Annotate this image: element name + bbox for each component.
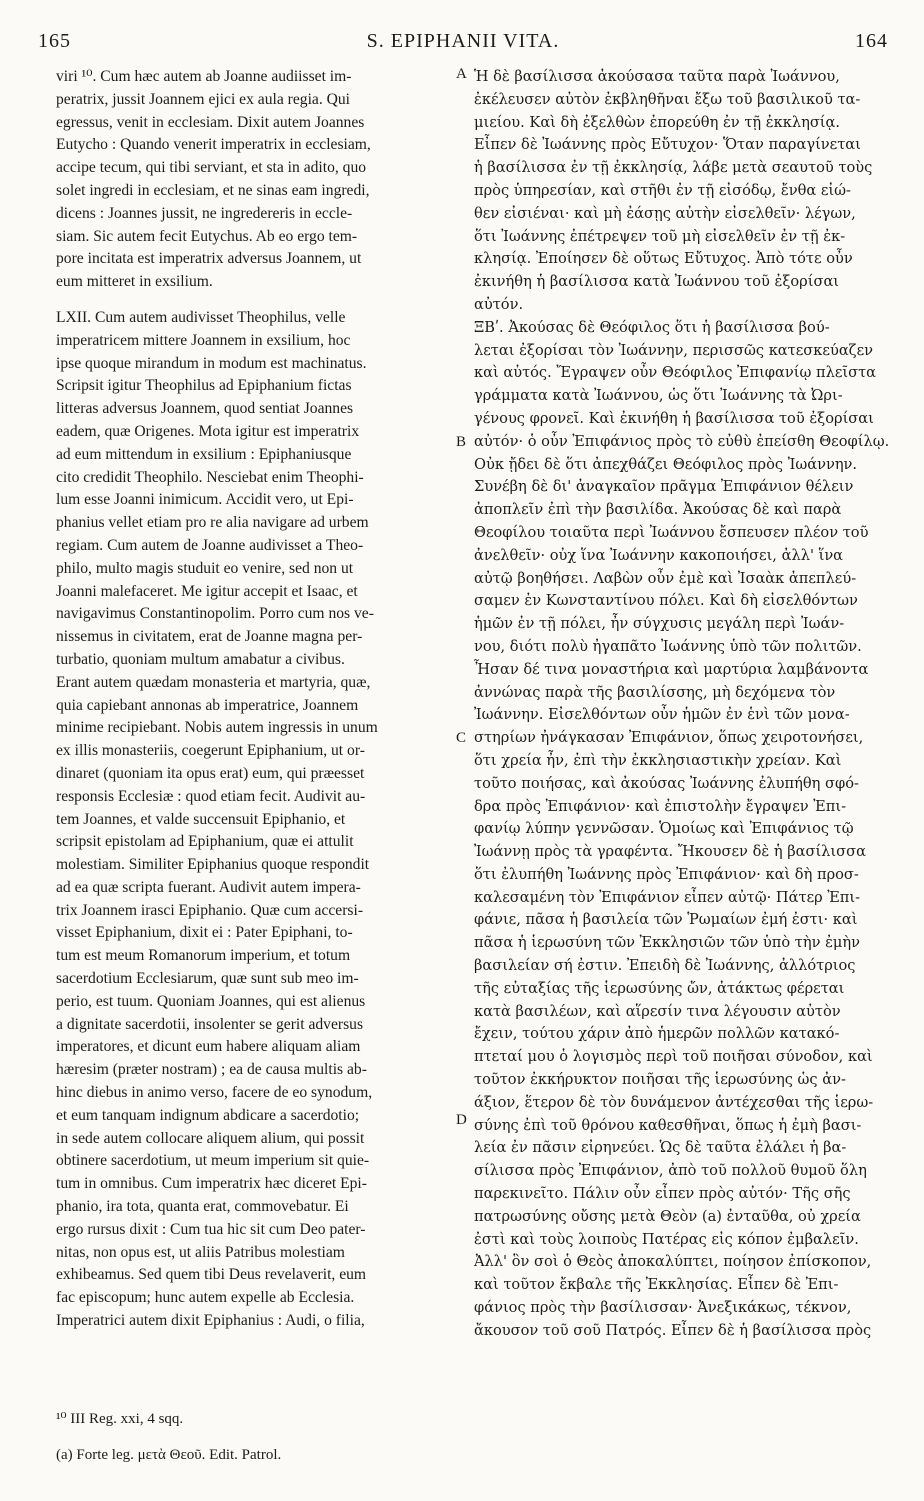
text-line: cito credidit Theophilo. Nesciebat enim Theophi- — [56, 468, 364, 486]
margin-letter-b: B — [456, 434, 467, 450]
text-line: nissemus in civitatem, erat de Joanne magna per- — [56, 628, 363, 646]
text-line: Ἰωάννην. Εἰσελθόντων οὖν ἡμῶν ἐν ἑνὶ τῶν μονα- — [474, 706, 850, 724]
text-line: quia capiebant annonas ab imperatrice, Joannem — [56, 696, 359, 714]
text-line: πατρωσύνης οὔσης μετὰ Θεὸν (a) ἐνταῦθα, οὐ χρεία — [474, 1207, 861, 1225]
page-number-left: 165 — [38, 30, 71, 52]
text-line: accipe tecum, qui tibi serviant, et sta in adito, quo — [56, 159, 367, 177]
text-line: trix Joannem irasci Epiphanio. Quæ cum accersi- — [56, 901, 364, 919]
text-line: γένους φρονεῖ. Καὶ ἐκινήθη ἡ βασίλισσα τοῦ ἐξορίσαι — [474, 409, 874, 427]
text-line: responsis Ecclesiæ : quod etiam fecit. Audivit au- — [56, 787, 366, 805]
text-line: scripsit epistolam ad Epiphanium, quæ ei attulit — [56, 833, 354, 851]
text-line: eum mitteret in exsilium. — [56, 273, 213, 291]
text-line: βασιλείαν σή ἐστιν. Ἐπειδὴ δὲ Ἰωάννης, ἀλλότριος — [474, 957, 856, 975]
text-line: κατὰ βασιλέων, καὶ αἵρεσίν τινα λέγουσιν αὐτὸν — [474, 1002, 841, 1020]
text-line: ἡ βασίλισσα ἐν τῇ ἐκκλησίᾳ, λάβε μετὰ σεαυτοῦ τοὺς — [474, 159, 873, 177]
text-line: σαμεν ἐν Κωνσταντίνου πόλει. Καὶ δὴ εἰσελθόντων — [474, 592, 858, 610]
text-line: nitas, non opus est, ut aliis Patribus molestiam — [56, 1243, 345, 1261]
text-line: tum est meum Romanorum imperium, et totum — [56, 947, 351, 965]
text-line: ΞΒʹ. Ἀκούσας δὲ Θεόφιλος ὅτι ἡ βασίλισσα βού- — [474, 318, 830, 336]
text-line: καὶ τοῦτον ἔκβαλε τῆς Ἐκκλησίας. Εἶπεν δὲ Ἐπι- — [474, 1276, 839, 1294]
text-line: imperatricem mittere Joannem in exsilium, hoc — [56, 331, 351, 349]
text-line: ὅτι χρεία ἦν, ἐπὶ τὴν ἐκκλησιαστικὴν χρείαν. Καὶ — [474, 751, 842, 769]
text-line: litteras adversus Joannem, quod sentiat Joannes — [56, 400, 354, 418]
text-line: tum in omnibus. Cum imperatrix hæc diceret Epi- — [56, 1175, 367, 1193]
text-line: phanio, ira tota, quanta erat, commovebatur. Ei — [56, 1198, 349, 1216]
text-line: viri ¹⁰. Cum hæc autem ab Joanne audiisset im- — [56, 68, 352, 85]
text-line: άξιον, ἕτερον δὲ τὸν δυνάμενον ἀντέχεσθαι τῆς ἱερω- — [474, 1093, 874, 1111]
text-line: ἐκέλευσεν αὐτὸν ἐκβληθῆναι ἔξω τοῦ βασιλικοῦ τα- — [474, 90, 861, 108]
text-line: γράμματα κατὰ Ἰωάννου, ὡς ὅτι Ἰωάννης τὰ Ὠρι- — [474, 387, 843, 405]
text-line: ὅτι Ἰωάννης ἐπέτρεψεν τοῦ μὴ εἰσελθεῖν ἐν τῇ ἐκ- — [474, 227, 846, 245]
text-line: τοῦτο ποιήσας, καὶ ἀκούσας Ἰωάννης ἐλυπήθη σφό- — [474, 774, 859, 792]
latin-column — [56, 66, 452, 1333]
text-line: Erant autem quædam monasteria et martyria, quæ, — [56, 673, 371, 691]
text-line: Εἶπεν δὲ Ἰωάννης πρὸς Εὔτυχον· Ὅταν παραγίνεται — [474, 136, 861, 154]
text-line: imperatores, et dicunt eum habere aliquam aliam — [56, 1038, 361, 1056]
text-line: ergo rursus dixit : Cum tua hic sit cum Deo pater- — [56, 1220, 366, 1238]
text-line: turbatio, quoniam multum amabatur a civibus. — [56, 650, 345, 668]
text-line: δρα πρὸς Ἐπιφάνιον· καὶ ἐπιστολὴν ἔγραψεν Ἐπι- — [474, 797, 846, 815]
page-header — [38, 30, 888, 60]
text-line: ipse quoque mirandum in modum est machinatus. — [56, 354, 367, 372]
footnote-10: ¹⁰ III Reg. xxi, 4 sqq. — [56, 1411, 184, 1427]
text-line: tem Joannes, et valde succensuit Epiphanio, et — [56, 810, 346, 828]
text-line: ἄκουσον τοῦ σοῦ Πατρός. Εἶπεν δὲ ἡ βασίλισσα πρὸς — [474, 1321, 872, 1339]
text-line: τῆς εὐταξίας τῆς ἱερωσύνης ὤν, ἀτάκτως φέρεται — [474, 979, 845, 997]
text-line: siam. Sic autem fecit Eutychus. Ab eo ergo tem- — [56, 227, 358, 245]
text-line: peratrix, jussit Joannem ejici ex aula regia. Qui — [56, 90, 351, 108]
text-line: Scripsit igitur Theophilus ad Epiphanium fictas — [56, 377, 352, 395]
text-line: Ἡ δὲ βασίλισσα ἀκούσασα ταῦτα παρὰ Ἰωάννου, — [474, 68, 840, 85]
text-line: ἀνελθεῖν· οὐχ ἵνα Ἰωάννην κακοποιήσει, ἀλλ' ἵνα — [474, 546, 844, 564]
text-line: dicens : Joannes jussit, ne ingredereris in eccle- — [56, 204, 353, 222]
text-line: sacerdotium Ecclesiarum, quæ sunt sub meo im- — [56, 970, 359, 988]
text-line: Imperatrici autem dixit Epiphanius : Audi, o filia, — [56, 1312, 365, 1330]
text-line: solet ingredi in ecclesiam, et ne sinas eam ingredi, — [56, 181, 370, 199]
text-line: in sede autem collocare aliquem alium, qui possit — [56, 1129, 365, 1147]
text-line: ad eum mittendum in exsilium : Epiphaniusque — [56, 445, 352, 463]
text-line: ἔχειν, τούτου χάριν ἀπὸ ἡμερῶν πολλῶν κατακό- — [474, 1025, 840, 1043]
text-line: Οὐκ ᾔδει δὲ ὅτι ἀπεχθάζει Θεόφιλος πρὸς Ἰωάννην. — [474, 455, 858, 473]
text-line: ad ea quæ scripta fuerant. Audivit autem impera- — [56, 878, 361, 896]
text-line: minime recipiebant. Nobis autem ingressis in unum — [56, 719, 378, 737]
text-line: καλεσαμένη τὸν Ἐπιφάνιον εἶπεν αὐτῷ· Πάτερ Ἐπι- — [474, 888, 861, 906]
text-line: ἐκινήθη ἡ βασίλισσα κατὰ Ἰωάννου τοῦ ἐξορίσαι — [474, 273, 840, 291]
text-line: navigavimus Constantinopolim. Porro cum nos ve- — [56, 605, 374, 623]
text-line: τοῦτον ἐκκήρυκτον ποιῆσαι τῆς ἱερωσύνης ὡς ἀν- — [474, 1071, 846, 1089]
text-line: καὶ αὐτός. Ἔγραψεν οὖν Θεόφιλος Ἐπιφανίῳ πλεῖστα — [474, 364, 877, 382]
margin-letter-c: C — [456, 730, 467, 746]
text-line: philo, multo magis studuit eo venire, sed non ut — [56, 559, 354, 577]
footnote-a: (a) Forte leg. μετὰ Θεοῦ. Edit. Patrol. — [56, 1447, 282, 1463]
text-line: σύνης ἐπὶ τοῦ θρόνου καθεσθῆναι, ὅπως ἡ ἐμὴ βασι- — [474, 1116, 862, 1134]
text-line: λεία ἐν πᾶσιν εἰρηνεύει. Ὡς δὲ ταῦτα ἐλάλει ἡ βα- — [474, 1139, 847, 1157]
text-line: ex illis monasteriis, coegerunt Epiphanium, ut or- — [56, 742, 365, 760]
text-line: θεν εἰσιέναι· καὶ μὴ ἐάσῃς αὐτὴν εἰσελθεῖν· λέγων, — [474, 204, 856, 222]
text-line: lum esse Joanni inimicum. Accidit vero, ut Epi- — [56, 491, 354, 509]
text-line: στηρίων ἠνάγκασαν Ἐπιφάνιον, ὅπως χειροτονήσει, — [474, 729, 864, 747]
text-line: Ἰωάννῃ πρὸς τὰ γραφέντα. Ἤκουσεν δὲ ἡ βασίλισσα — [474, 843, 866, 861]
text-line: pore incitata est imperatrix adversus Joannem, ut — [56, 250, 362, 268]
text-line: ὅτι ἐλυπήθη Ἰωάννης πρὸς Ἐπιφάνιον· καὶ δὴ προσ- — [474, 865, 859, 883]
text-line: μιείου. Καὶ δὴ ἐξελθὼν ἐπορεύθη ἐν τῇ ἐκκλησίᾳ. — [474, 113, 841, 131]
text-line: perio, est tuum. Quoniam Joannes, qui est alienus — [56, 992, 366, 1010]
text-line: αὐτόν. — [474, 295, 524, 313]
text-line: φανίῳ λύπην γεννῶσαν. Ὁμοίως καὶ Ἐπιφάνιος τῷ — [474, 820, 854, 838]
margin-letter-a: A — [456, 66, 467, 82]
text-line: egressus, venit in ecclesiam. Dixit autem Joannes — [56, 113, 365, 131]
running-title: S. EPIPHANII VITA. — [366, 30, 560, 52]
greek-column — [474, 66, 894, 1343]
text-line: et eum tanquam indignum abdicare a sacerdotio; — [56, 1106, 360, 1124]
text-line: φάνιε, πᾶσα ἡ βασιλεία τῶν Ῥωμαίων ἐμή ἐστι· καὶ — [474, 911, 858, 929]
text-line: Συνέβη δὲ δι' ἀναγκαῖον πρᾶγμα Ἐπιφάνιον θέλειν — [474, 478, 854, 496]
text-line: regiam. Cum autem de Joanne audivisset a Theo- — [56, 536, 364, 554]
text-line: visset Epiphanium, dixit ei : Pater Epiphani, to- — [56, 924, 353, 942]
text-line: Θεοφίλου τοιαῦτα περὶ Ἰωάννου ἔσπευσεν πλέον τοῦ — [474, 523, 869, 541]
text-line: νου, διότι πολὺ ἠγαπᾶτο Ἰωάννης ὑπὸ τῶν πολιτῶν. — [474, 637, 862, 655]
text-line: molestiam. Similiter Epiphanius quoque respondit — [56, 856, 370, 874]
text-line: Eutycho : Quando venerit imperatrix in ecclesiam, — [56, 136, 371, 154]
text-line: exhibeamus. Sed quem tibi Deus revelaverit, eum — [56, 1266, 367, 1284]
text-line: hæresim (præter nostram) ; ea de causa multis ab- — [56, 1061, 367, 1079]
text-line: phanius vellet etiam pro re alia navigare ad urbem — [56, 514, 369, 532]
text-line: eadem, quæ Origenes. Mota igitur est imperatrix — [56, 422, 360, 440]
text-line: πᾶσα ἡ ἱερωσύνη τῶν Ἐκκλησιῶν τῶν ὑπὸ τὴν ἐμὴν — [474, 934, 861, 952]
text-line: σίλισσα πρὸς Ἐπιφάνιον, ἀπὸ τοῦ πολλοῦ θυμοῦ ὅλη — [474, 1162, 867, 1180]
text-line: Joanni malefaceret. Me igitur accepit et Isaac, et — [56, 582, 358, 600]
text-line: Ἦσαν δέ τινα μοναστήρια καὶ μαρτύρια λαμβάνοντα — [474, 660, 869, 678]
text-line: παρεκινεῖτο. Πάλιν οὖν εἶπεν πρὸς αὐτόν· Τῆς σῆς — [474, 1185, 851, 1203]
text-line: αὐτῷ βοηθήσει. Λαβὼν οὖν ἐμὲ καὶ Ἰσαὰκ ἀπεπλεύ- — [474, 569, 857, 587]
text-line: φάνιος πρὸς τὴν βασίλισσαν· Ἀνεξικάκως, τέκνον, — [474, 1299, 852, 1317]
text-line: a dignitate sacerdotii, insolenter se gerit adversus — [56, 1015, 364, 1033]
footnotes — [56, 1408, 556, 1480]
text-line: fac episcopum; hunc autem expelle ab Ecclesia. — [56, 1289, 355, 1307]
page-number-right: 164 — [855, 30, 888, 52]
text-line: ἀννώνας παρὰ τῆς βασιλίσσης, μὴ δεχόμενα τὸν — [474, 683, 836, 701]
text-line: πρὸς ὑπηρεσίαν, καὶ στῆθι ἐν τῇ εἰσόδῳ, ἔνθα εἰώ- — [474, 181, 851, 199]
text-line: λεται ἐξορίσαι τὸν Ἰωάννην, περισσῶς κατεσκεύαζεν — [474, 341, 874, 359]
text-line: κλησίᾳ. Ἐποίησεν δὲ οὕτως Εὔτυχος. Ἀπὸ τότε οὖν — [474, 250, 853, 268]
text-line: obtinere sacerdotium, ut meum imperium sit quie- — [56, 1152, 370, 1170]
text-line: Ἀλλ' ὃν σοὶ ὁ Θεὸς ἀποκαλύπτει, ποίησον ἐπίσκοπον, — [474, 1253, 872, 1271]
text-line: αὐτόν· ὁ οὖν Ἐπιφάνιος πρὸς τὸ εὐθὺ ἐπείσθη Θεοφίλῳ. — [474, 432, 890, 450]
margin-letter-d: D — [456, 1112, 467, 1128]
text-line: πτεταί μου ὁ λογισμὸς περὶ τοῦ ποιῆσαι σύνοδον, καὶ — [474, 1048, 873, 1066]
text-line: dinaret (quoniam ita opus erat) eum, qui præesset — [56, 764, 365, 782]
text-line: ἀποπλεῖν ἐπὶ τὴν βασιλίδα. Ἀκούσας δὲ καὶ παρὰ — [474, 501, 842, 519]
text-line: LXII. Cum autem audivisset Theophilus, velle — [56, 308, 346, 326]
text-line: ἐστὶ καὶ τοὺς λοιποὺς Πατέρας εἰς κόπον ἐμβαλεῖν. — [474, 1230, 859, 1248]
text-line: hinc diebus in animo verso, facere de eo synodum, — [56, 1084, 373, 1102]
text-line: ἡμῶν ἐν τῇ πόλει, ἦν σύγχυσις μεγάλη περὶ Ἰωάν- — [474, 615, 845, 633]
